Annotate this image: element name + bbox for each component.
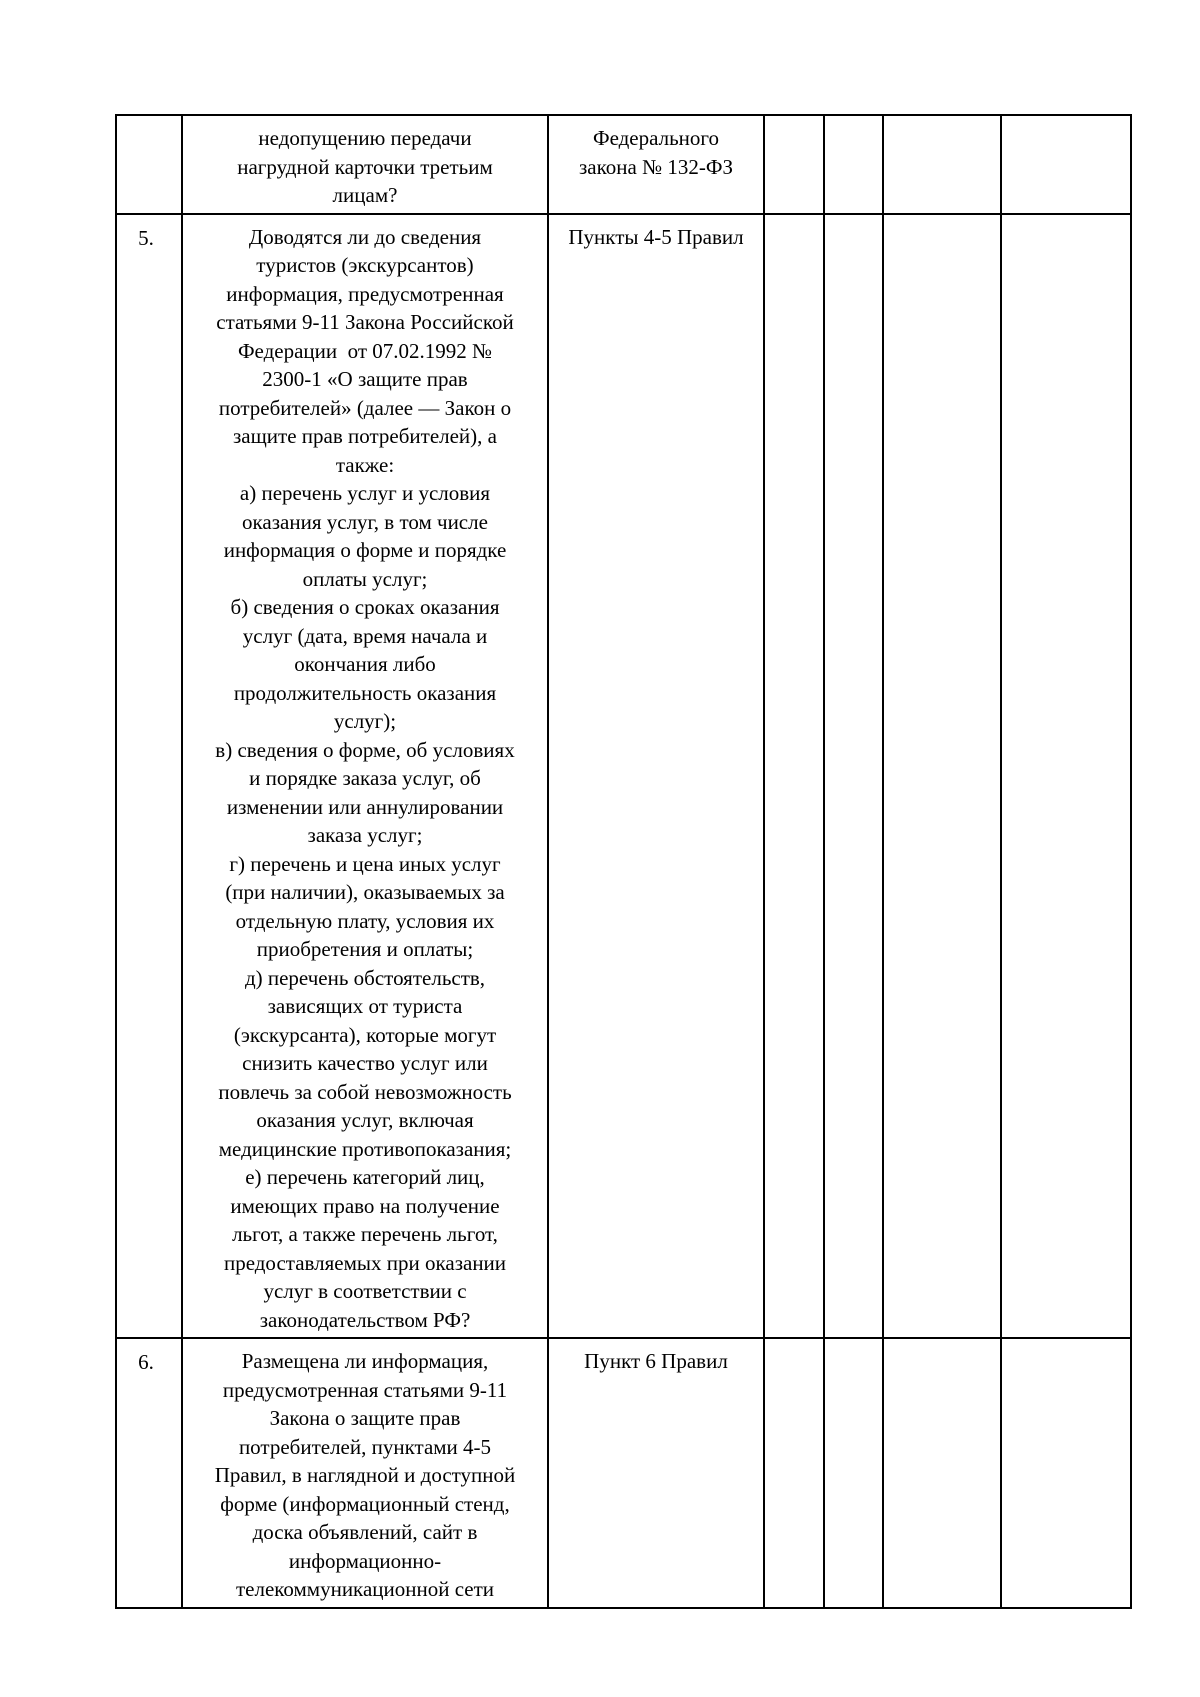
text-line: оказания услуг, включая xyxy=(256,1108,474,1132)
table-row xyxy=(116,1338,1131,1608)
text-line: Закона о защите прав xyxy=(269,1406,461,1430)
text-line: окончания либо xyxy=(294,652,436,676)
text-line: Федерации от 07.02.1992 № xyxy=(237,338,493,363)
text-line: потребителей» (далее — Закон о xyxy=(218,395,512,420)
text-line: в) сведения о форме, об условиях xyxy=(215,737,515,762)
text-line: приобретения и оплаты; xyxy=(256,937,474,961)
answer-yes-cell[interactable] xyxy=(764,1338,824,1608)
text-line: зависящих от туриста xyxy=(267,994,463,1018)
text-line: медицинские противопоказания; xyxy=(218,1136,512,1161)
not-applicable-cell[interactable] xyxy=(883,1338,1001,1608)
text-line: оплаты услуг; xyxy=(302,566,428,591)
text-line: услуг (дата, время начала и xyxy=(242,623,488,648)
text-line: доска объявлений, сайт в xyxy=(252,1520,478,1544)
text-line: б) сведения о сроках оказания xyxy=(230,595,500,619)
table-row xyxy=(116,214,1131,1339)
text-line: лицам? xyxy=(332,183,398,207)
text-line: Правил, в наглядной и доступной xyxy=(214,1463,516,1487)
not-applicable-cell[interactable] xyxy=(883,115,1001,214)
text-line: и порядке заказа услуг, об xyxy=(249,766,481,790)
text-line: имеющих право на получение xyxy=(230,1193,500,1218)
text-line: закона № 132-ФЗ xyxy=(579,154,733,179)
text-line: недопущению передачи xyxy=(258,126,472,150)
answer-no-cell[interactable] xyxy=(824,115,883,214)
question-cell xyxy=(182,1338,548,1608)
text-line: нагрудной карточки третьим xyxy=(237,154,493,179)
text-line: законодательством РФ? xyxy=(259,1307,471,1332)
text-line: информация, предусмотренная xyxy=(226,281,504,306)
text-line: информационно- xyxy=(288,1548,442,1573)
note-cell[interactable] xyxy=(1001,115,1131,214)
text-line: предоставляемых при оказании xyxy=(223,1250,507,1275)
text-line: снизить качество услуг или xyxy=(242,1051,488,1075)
note-cell[interactable] xyxy=(1001,214,1131,1339)
text-line: Пункт 6 Правил xyxy=(584,1349,728,1373)
text-line: статьями 9-11 Закона Российской xyxy=(216,310,514,334)
text-line: продолжительность оказания xyxy=(233,680,497,705)
legal-reference-cell xyxy=(548,115,764,214)
text-line: предусмотренная статьями 9-11 xyxy=(222,1377,508,1402)
answer-no-cell[interactable] xyxy=(824,1338,883,1608)
text-line: потребителей, пунктами 4-5 xyxy=(238,1434,492,1459)
answer-no-cell[interactable] xyxy=(824,214,883,1339)
text-line: туристов (экскурсантов) xyxy=(256,253,474,277)
text-line: Пункты 4-5 Правил xyxy=(568,224,744,249)
text-line: защите прав потребителей), а xyxy=(233,424,497,448)
text-line: форме (информационный стенд, xyxy=(220,1491,510,1516)
row-number xyxy=(116,115,182,214)
text-line: услуг в соответствии с xyxy=(263,1279,467,1303)
legal-reference-cell xyxy=(548,214,764,1339)
text-line: повлечь за собой невозможность xyxy=(218,1079,512,1104)
answer-yes-cell[interactable] xyxy=(764,214,824,1339)
question-cell xyxy=(182,115,548,214)
text-line: отдельную плату, условия их xyxy=(235,908,495,933)
question-cell xyxy=(182,214,548,1339)
text-line: оказания услуг, в том числе xyxy=(242,509,488,534)
text-line: 2300-1 «О защите прав xyxy=(262,367,468,391)
text-line: информация о форме и порядке xyxy=(223,538,507,562)
answer-yes-cell[interactable] xyxy=(764,115,824,214)
text-line: Размещена ли информация, xyxy=(241,1349,489,1373)
text-line: телекоммуникационной сети xyxy=(235,1577,495,1601)
text-line: услуг); xyxy=(333,709,397,733)
table-row xyxy=(116,115,1131,214)
text-line: Федерального xyxy=(592,126,720,150)
text-line: г) перечень и цена иных услуг xyxy=(229,851,501,876)
text-line: также: xyxy=(335,452,395,477)
checklist-table xyxy=(115,114,1132,1609)
note-cell[interactable] xyxy=(1001,1338,1131,1608)
not-applicable-cell[interactable] xyxy=(883,214,1001,1339)
row-number: 6. xyxy=(116,1338,182,1608)
text-line: Доводятся ли до сведения xyxy=(248,224,482,249)
text-line: (при наличии), оказываемых за xyxy=(225,880,505,904)
text-line: изменении или аннулировании xyxy=(226,794,504,819)
text-line: е) перечень категорий лиц, xyxy=(245,1165,485,1189)
legal-reference-cell xyxy=(548,1338,764,1608)
text-line: а) перечень услуг и условия xyxy=(239,481,491,505)
row-number: 5. xyxy=(116,214,182,1339)
text-line: заказа услуг; xyxy=(307,823,423,847)
text-line: льгот, а также перечень льгот, xyxy=(232,1222,498,1246)
text-line: (экскурсанта), которые могут xyxy=(233,1022,497,1047)
text-line: д) перечень обстоятельств, xyxy=(244,965,486,990)
